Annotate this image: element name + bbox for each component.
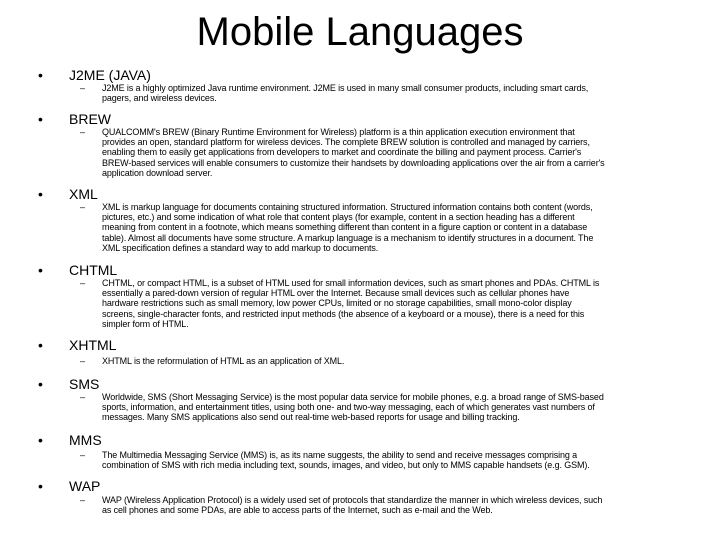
slide-title: Mobile Languages (196, 10, 524, 54)
bullet: • (38, 376, 43, 392)
item-description: QUALCOMM's BREW (Binary Runtime Environment for Wireless) platform is a thin application execution environment that provides an open, standard platform for wireless devices. The complete BREW solution is controlled and managed by carriers, enabling them to easily get applications from developers to market and coordinate the billing and payment process. Carrier's BREW-based services will enable consumers to customize their handsets by downloading applications over the air from a carrier's application download server. (102, 127, 605, 178)
item-description: WAP (Wireless Application Protocol) is a widely used set of protocols that standardize the manner in which wireless devices, such as cell phones and some PDAs, are able to access parts of the Internet, such as e-mail and the Web. (102, 495, 603, 516)
bullet: • (38, 262, 43, 278)
bullet: • (38, 432, 43, 448)
item-heading: SMS (69, 376, 100, 392)
item-description: CHTML, or compact HTML, is a subset of HTML used for small information devices, such as smart phones and PDAs. CHTML is essentially a pared-down version of regular HTML over the Internet. Because small devices such as cellular phones have hardware restrictions such as small memory, low power CPUs, limited or no storage capabilities, small mono-color display screens, single-character fonts, and restricted input methods (the absence of a keyboard or a mouse), there is a need for this simpler form of HTML. (102, 278, 600, 329)
dash: – (80, 202, 86, 212)
item-heading: XHTML (69, 337, 117, 353)
item-description: J2ME is a highly optimized Java runtime environment. J2ME is used in many small consumer products, including smart cards, pagers, and wireless devices. (102, 83, 589, 104)
dash: – (80, 495, 86, 505)
item-heading: WAP (69, 478, 101, 494)
dash: – (80, 450, 86, 460)
bullet: • (38, 111, 43, 127)
dash: – (80, 356, 86, 366)
bullet: • (38, 186, 43, 202)
item-heading: MMS (69, 432, 102, 448)
dash: – (80, 127, 86, 137)
item-heading: XML (69, 186, 98, 202)
item-description: XML is markup language for documents containing structured information. Structured information contains both content (words, pictures, etc.) and some indication of what role that content plays (for example, content in a section heading has a different meaning from content in a footnote, which means something different than content in a figure caption or content in a database table). Almost all documents have some structure. A markup language is a mechanism to identify structures in a document. The XML specification defines a standard way to add markup to documents. (102, 202, 594, 253)
item-description: XHTML is the reformulation of HTML as an application of XML. (102, 356, 345, 366)
item-description: The Multimedia Messaging Service (MMS) is, as its name suggests, the ability to send and receive messages comprising a combination of SMS with rich media including text, sounds, images, and video, but only to MMS capable handsets (e.g. GSM). (102, 450, 590, 471)
item-heading: BREW (69, 111, 111, 127)
dash: – (80, 83, 86, 93)
bullet: • (38, 67, 43, 83)
bullet: • (38, 478, 43, 494)
dash: – (80, 392, 86, 402)
item-heading: J2ME (JAVA) (69, 67, 151, 83)
dash: – (80, 278, 86, 288)
item-heading: CHTML (69, 262, 118, 278)
bullet: • (38, 337, 43, 353)
item-description: Worldwide, SMS (Short Messaging Service) is the most popular data service for mobile phones, e.g. a broad range of SMS-based sports, information, and entertainment titles, using both one- and two-way messaging, each of which generates vast numbers of messages. Many SMS applications also send out real-time web-based reports for usage and billing tracking. (102, 392, 604, 423)
